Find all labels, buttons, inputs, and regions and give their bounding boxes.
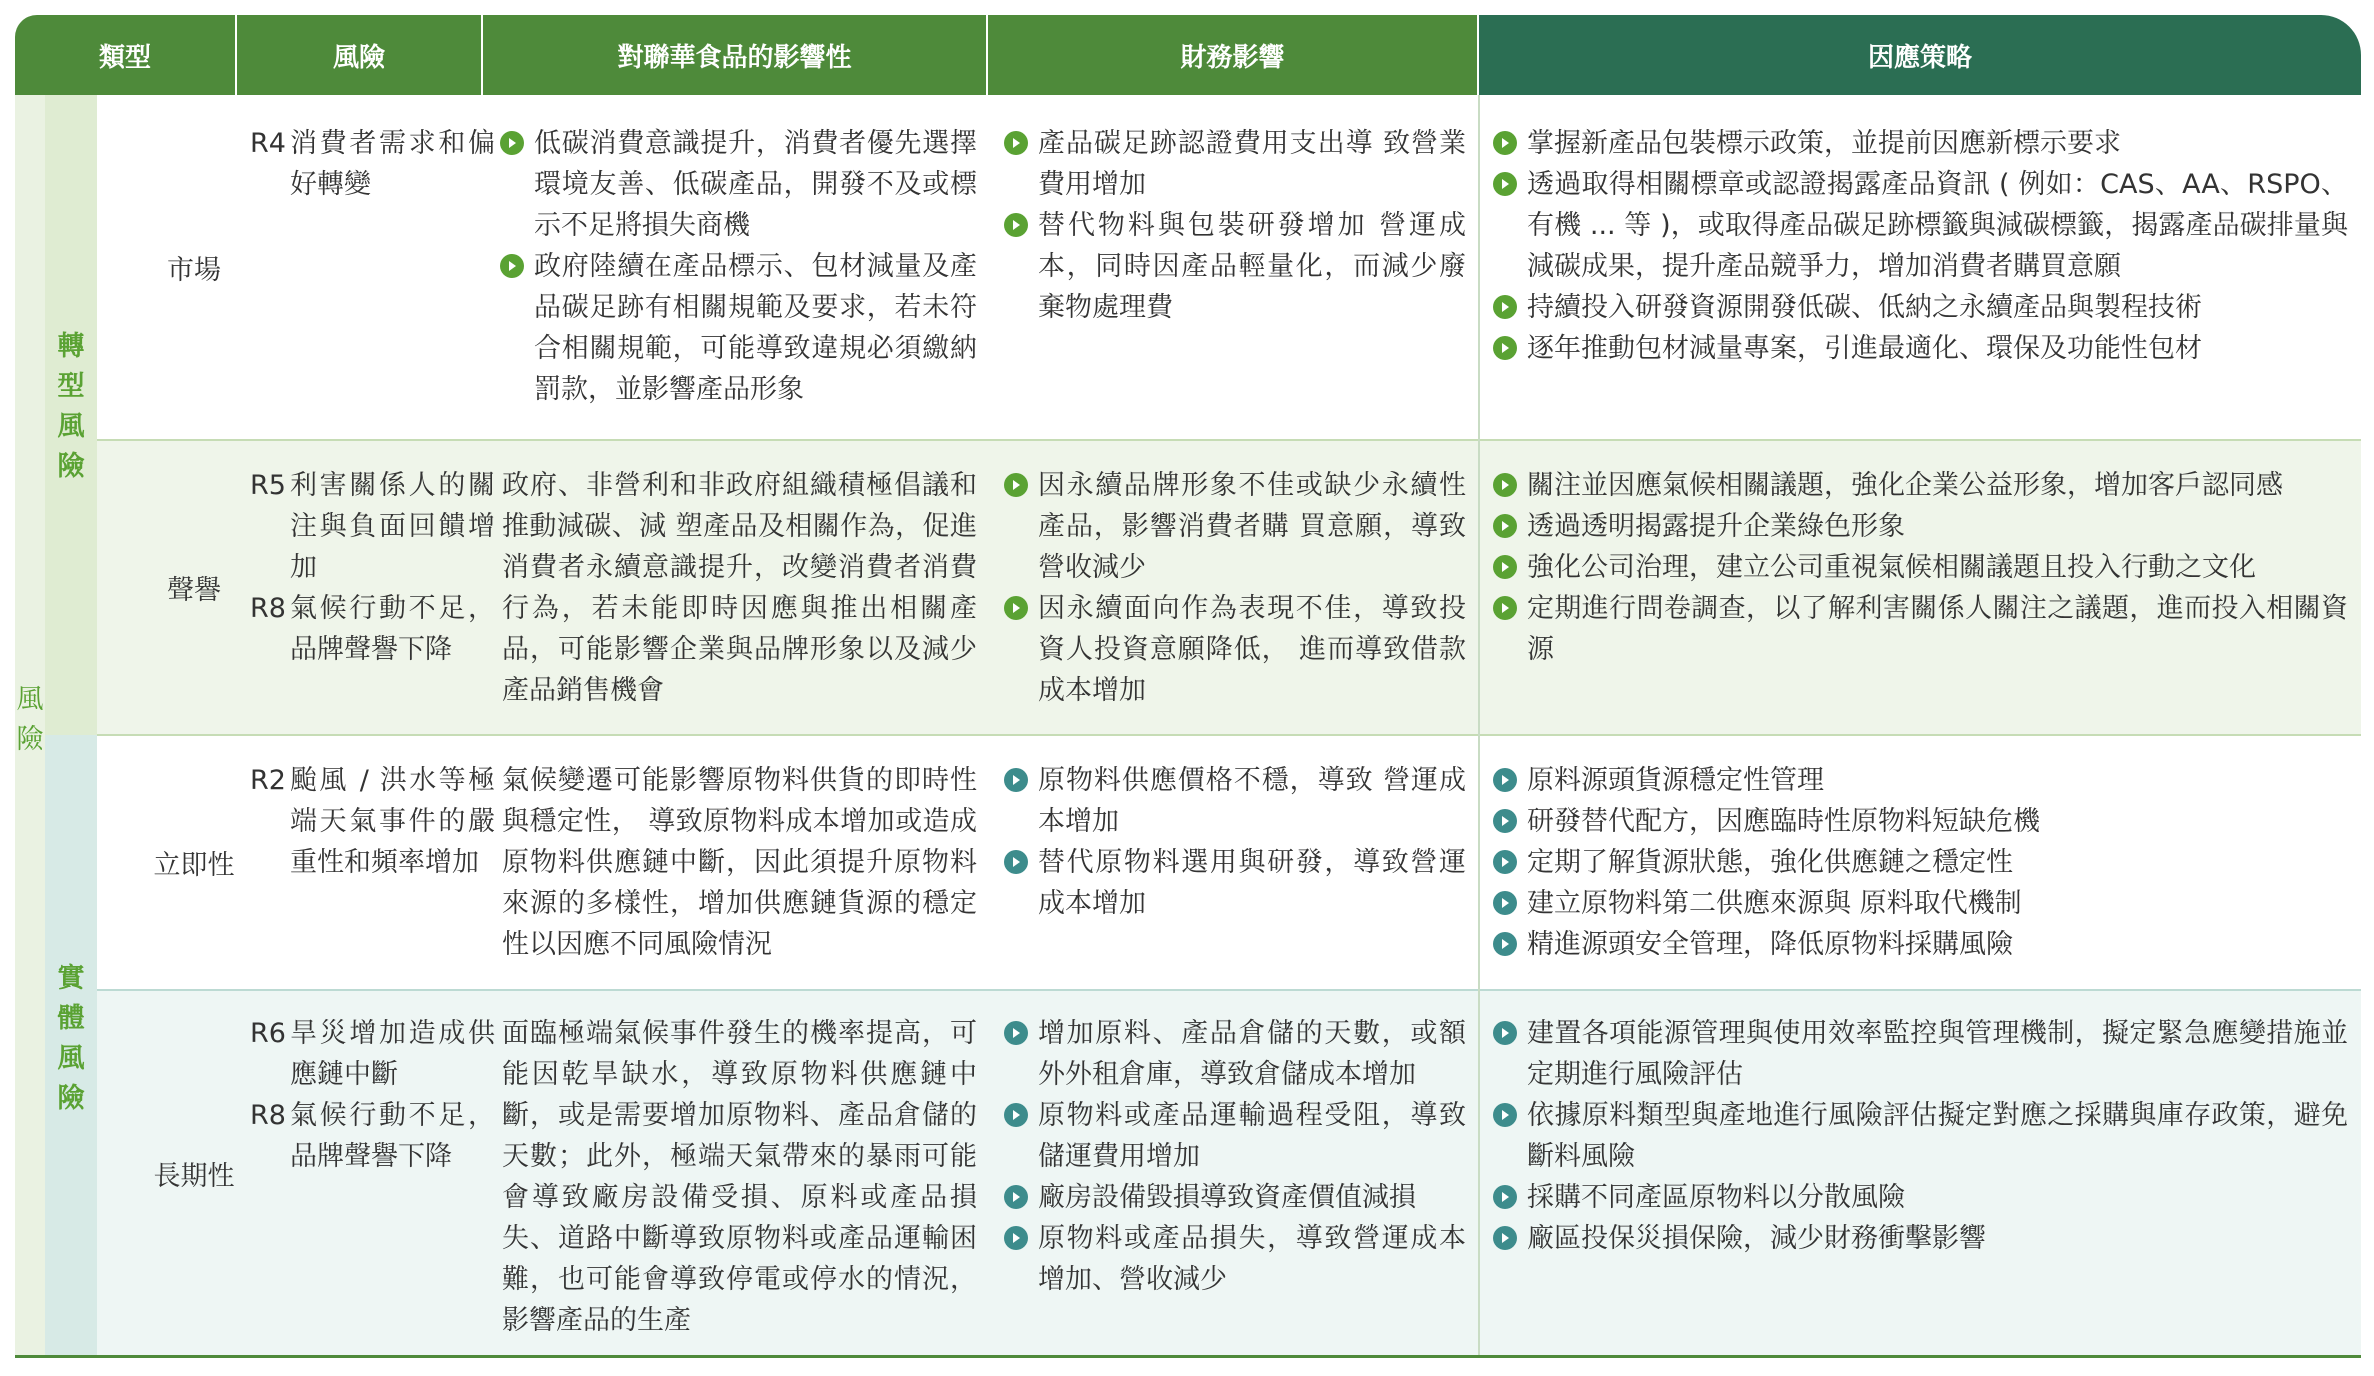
risk-cell-acute (250, 760, 495, 883)
category-reputation: 聲譽 (167, 575, 221, 606)
category-acute: 立即性 (153, 850, 235, 881)
strategy-item (1493, 1013, 2348, 1095)
risk-text: 颱風 / 洪水等極端天氣事件的嚴重性和頻率增加 (290, 765, 495, 878)
strategy-list-reputation (1493, 465, 2348, 670)
strategy-item (1493, 506, 2348, 547)
bullet-arrow-icon (1004, 850, 1028, 874)
label-transition-risk-char: 險 (57, 451, 85, 482)
bullet-arrow-icon (1004, 1103, 1028, 1127)
header-financial: 財務影響 (988, 15, 1477, 95)
financial-item (1004, 1013, 1466, 1095)
risk-code: R6 (250, 1018, 286, 1049)
bullet-arrow-icon (1493, 473, 1517, 497)
impact-item (500, 246, 977, 410)
header-type: 類型 (15, 15, 235, 95)
risk-cell-market (250, 123, 495, 205)
strategy-text: 廠區投保災損保險，減少財務衝擊影響 (1527, 1223, 1986, 1254)
bullet-arrow-icon (1004, 596, 1028, 620)
bullet-arrow-icon (500, 254, 524, 278)
header-divider (481, 15, 483, 95)
label-physical-risk-char: 實 (57, 963, 85, 994)
risk-text: 消費者需求和偏好轉變 (290, 128, 495, 200)
risk-code: R4 (250, 128, 286, 159)
bullet-arrow-icon (1493, 932, 1517, 956)
risk-code: R2 (250, 765, 286, 796)
risk-cell-chronic (250, 1013, 495, 1177)
strategy-item (1493, 883, 2348, 924)
strategy-item (1493, 328, 2348, 369)
strategy-text: 建立原物料第二供應來源與 原料取代機制 (1527, 888, 2022, 919)
bullet-arrow-icon (1004, 1185, 1028, 1209)
bullet-arrow-icon (1004, 1226, 1028, 1250)
strategy-text: 掌握新產品包裝標示政策，並提前因應新標示要求 (1527, 128, 2121, 159)
label-risk-main-char: 險 (16, 724, 44, 755)
financial-item (1004, 760, 1466, 842)
label-physical-risk-char: 風 (57, 1043, 85, 1074)
strategy-list-market (1493, 123, 2348, 369)
financial-text: 原物料或產品運輸過程受阻，導致儲運費用增加 (1038, 1100, 1466, 1172)
label-physical-risk-char: 險 (57, 1083, 85, 1114)
strategy-item (1493, 1095, 2348, 1177)
strategy-divider (1478, 95, 1480, 1355)
bullet-arrow-icon (1493, 1021, 1517, 1045)
strategy-item (1493, 465, 2348, 506)
risk-text: 氣候行動不足，品牌聲譽下降 (290, 1100, 495, 1172)
impact-text: 政府陸續在產品標示、包材減量及產品碳足跡有相關規範及要求，若未符合相關規範，可能導致違規必須繳納罰款，並影響產品形象 (534, 251, 977, 405)
financial-text: 替代原物料選用與研發，導致營運成本增加 (1038, 847, 1466, 919)
strategy-list-chronic (1493, 1013, 2348, 1259)
financial-item (1004, 465, 1466, 588)
financial-text: 原物料或產品損失，導致營運成本增加、營收減少 (1038, 1223, 1466, 1295)
category-chronic: 長期性 (153, 1161, 235, 1192)
bullet-arrow-icon (1493, 131, 1517, 155)
bullet-arrow-icon (1493, 514, 1517, 538)
strategy-item (1493, 164, 2348, 287)
risk-item (250, 760, 495, 883)
label-risk-main (15, 680, 45, 760)
strategy-item (1493, 1218, 2348, 1259)
label-transition-risk-char: 風 (57, 411, 85, 442)
strategy-list-acute (1493, 760, 2348, 965)
financial-text: 因永續面向作為表現不佳，導致投資人投資意願降低， 進而導致借款成本增加 (1038, 593, 1466, 706)
risk-cell-reputation (250, 465, 495, 670)
strategy-item (1493, 287, 2348, 328)
impact-text: 低碳消費意識提升，消費者優先選擇環境友善、低碳產品，開發不及或標示不足將損失商機 (534, 128, 977, 241)
strategy-item (1493, 1177, 2348, 1218)
header-strategy: 因應策略 (1479, 15, 2361, 95)
bullet-arrow-icon (1493, 1226, 1517, 1250)
strategy-text: 透過取得相關標章或認證揭露產品資訊 ( 例如：CAS、AA、RSPO、有機 ... 等 )，或取得產品碳足跡標籤與減碳標籤，揭露產品碳排量與減碳成果，提升產品競爭力，增加消費者購買意願 (1527, 169, 2348, 282)
financial-item (1004, 1177, 1466, 1218)
bullet-arrow-icon (1004, 131, 1028, 155)
label-physical-risk (45, 959, 97, 1119)
strategy-item (1493, 801, 2348, 842)
strategy-text: 依據原料類型與產地進行風險評估擬定對應之採購與庫存政策，避免斷料風險 (1527, 1100, 2348, 1172)
header-risk: 風險 (237, 15, 481, 95)
risk-code: R8 (250, 593, 286, 624)
strategy-text: 原料源頭貨源穩定性管理 (1527, 765, 1824, 796)
impact-item (500, 123, 977, 246)
header-impact: 對聯華食品的影響性 (483, 15, 986, 95)
label-transition-risk (45, 327, 97, 487)
strategy-text: 定期了解貨源狀態，強化供應鏈之穩定性 (1527, 847, 2013, 878)
strategy-text: 關注並因應氣候相關議題，強化企業公益形象，增加客戶認同感 (1527, 470, 2283, 501)
header-divider (1477, 15, 1479, 95)
strategy-item (1493, 760, 2348, 801)
risk-item (250, 588, 495, 670)
impact-text-chronic: 面臨極端氣候事件發生的機率提高，可能因乾旱缺水，導致原物料供應鏈中斷，或是需要增加原物料、產品倉儲的天數；此外，極端天氣帶來的暴雨可能會導致廠房設備受損、原料或產品損失、道路中斷導致原物料或產品運輸困難，也可能會導致停電或停水的情況，影響產品的生產 (502, 1018, 977, 1336)
impact-text-reputation: 政府、非營利和非政府組織積極倡議和推動減碳、減 塑產品及相關作為，促進消費者永續意識提升，改變消費者消費行為，若未能即時因應與推出相關產品，可能影響企業與品牌形象以及減少產品銷售機會 (502, 470, 977, 706)
label-transition-risk-char: 轉 (57, 331, 85, 362)
label-risk-main-char: 風 (16, 684, 44, 715)
financial-list-acute (1004, 760, 1466, 924)
financial-text: 因永續品牌形象不佳或缺少永續性產品，影響消費者購 買意願，導致營收減少 (1038, 470, 1466, 583)
financial-text: 產品碳足跡認證費用支出導 致營業費用增加 (1038, 128, 1466, 200)
strategy-item (1493, 123, 2348, 164)
label-transition-risk-char: 型 (57, 371, 85, 402)
financial-item (1004, 1095, 1466, 1177)
table-bottom-rule (15, 1355, 2361, 1358)
strategy-item (1493, 588, 2348, 670)
impact-list-market (500, 123, 977, 410)
financial-list-reputation (1004, 465, 1466, 711)
financial-list-market (1004, 123, 1466, 328)
risk-code: R5 (250, 470, 286, 501)
financial-text: 廠房設備毀損導致資產價值減損 (1038, 1182, 1416, 1213)
bullet-arrow-icon (500, 131, 524, 155)
strategy-item (1493, 924, 2348, 965)
strategy-text: 定期進行問卷調查，以了解利害關係人關注之議題，進而投入相關資源 (1527, 593, 2348, 665)
risk-item (250, 123, 495, 205)
bullet-arrow-icon (1493, 555, 1517, 579)
bullet-arrow-icon (1004, 213, 1028, 237)
financial-item (1004, 1218, 1466, 1300)
bullet-arrow-icon (1493, 295, 1517, 319)
row-divider (97, 439, 2361, 441)
bullet-arrow-icon (1004, 473, 1028, 497)
financial-text: 原物料供應價格不穩，導致 營運成本增加 (1038, 765, 1466, 837)
strategy-text: 採購不同產區原物料以分散風險 (1527, 1182, 1905, 1213)
strategy-text: 透過透明揭露提升企業綠色形象 (1527, 511, 1905, 542)
label-physical-risk-char: 體 (57, 1003, 85, 1034)
risk-table (15, 15, 2361, 1361)
bullet-arrow-icon (1493, 1185, 1517, 1209)
header-divider (235, 15, 237, 95)
row-divider (97, 734, 2361, 736)
bullet-arrow-icon (1004, 1021, 1028, 1045)
risk-code: R8 (250, 1100, 286, 1131)
risk-item (250, 465, 495, 588)
strategy-text: 精進源頭安全管理，降低原物料採購風險 (1527, 929, 2013, 960)
impact-text-acute: 氣候變遷可能影響原物料供貨的即時性與穩定性， 導致原物料成本增加或造成原物料供應鏈中斷，因此須提升原物料來源的多樣性，增加供應鏈貨源的穩定性以因應不同風險情況 (502, 765, 977, 960)
strategy-text: 持續投入研發資源開發低碳、低納之永續產品與製程技術 (1527, 292, 2202, 323)
bullet-arrow-icon (1493, 1103, 1517, 1127)
risk-item (250, 1013, 495, 1095)
strategy-text: 建置各項能源管理與使用效率監控與管理機制，擬定緊急應變措施並定期進行風險評估 (1527, 1018, 2348, 1090)
risk-text: 旱災增加造成供應鏈中斷 (290, 1018, 495, 1090)
strategy-item (1493, 547, 2348, 588)
bullet-arrow-icon (1493, 891, 1517, 915)
financial-item (1004, 842, 1466, 924)
financial-item (1004, 588, 1466, 711)
bullet-arrow-icon (1493, 596, 1517, 620)
bullet-arrow-icon (1493, 809, 1517, 833)
financial-text: 替代物料與包裝研發增加 營運成本，同時因產品輕量化，而減少廢棄物處理費 (1038, 210, 1466, 323)
bullet-arrow-icon (1493, 172, 1517, 196)
risk-text: 氣候行動不足，品牌聲譽下降 (290, 593, 495, 665)
strategy-text: 逐年推動包材減量專案，引進最適化、環保及功能性包材 (1527, 333, 2202, 364)
header-divider (986, 15, 988, 95)
category-market: 市場 (167, 255, 221, 286)
financial-item (1004, 205, 1466, 328)
risk-item (250, 1095, 495, 1177)
risk-text: 利害關係人的關注與負面回饋增加 (290, 470, 495, 583)
strategy-text: 研發替代配方，因應臨時性原物料短缺危機 (1527, 806, 2040, 837)
bullet-arrow-icon (1493, 336, 1517, 360)
bullet-arrow-icon (1493, 850, 1517, 874)
financial-list-chronic (1004, 1013, 1466, 1300)
bullet-arrow-icon (1493, 768, 1517, 792)
financial-text: 增加原料、產品倉儲的天數，或額外外租倉庫，導致倉儲成本增加 (1038, 1018, 1466, 1090)
strategy-item (1493, 842, 2348, 883)
strategy-text: 強化公司治理，建立公司重視氣候相關議題且投入行動之文化 (1527, 552, 2256, 583)
row-divider (97, 989, 2361, 991)
bullet-arrow-icon (1004, 768, 1028, 792)
financial-item (1004, 123, 1466, 205)
